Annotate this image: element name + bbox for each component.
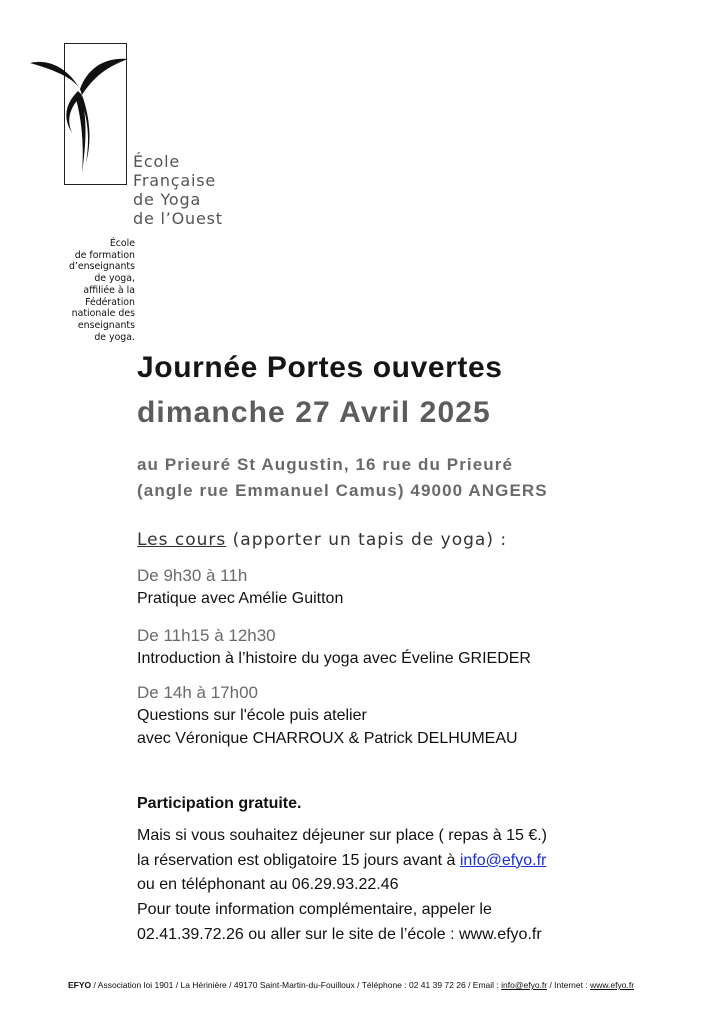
course-slot bbox=[137, 564, 343, 610]
course-time: De 14h à 17h00 bbox=[137, 683, 258, 702]
info-line: ou en téléphonant au 06.29.93.22.46 bbox=[137, 876, 399, 894]
info-line: 02.41.39.72.26 ou aller sur le site de l’école : www.efyo.fr bbox=[137, 925, 542, 943]
school-description-line: de yoga. bbox=[94, 331, 135, 343]
courses-heading bbox=[137, 530, 507, 550]
info-line: Pour toute information complémentaire, appeler le bbox=[137, 901, 492, 919]
footer-org: EFYO bbox=[68, 980, 92, 990]
school-description-line: de formation bbox=[74, 249, 135, 261]
participation-info bbox=[137, 824, 547, 948]
school-name-line: de l’Ouest bbox=[133, 209, 223, 228]
school-description bbox=[69, 238, 135, 343]
course-description: avec Véronique CHARROUX & Patrick DELHUMEAU bbox=[137, 730, 518, 747]
school-description-line: Fédération bbox=[85, 296, 135, 308]
event-address bbox=[137, 452, 548, 504]
course-time: De 9h30 à 11h bbox=[137, 566, 248, 585]
school-name bbox=[133, 152, 223, 228]
course-description: Questions sur l'école puis atelier bbox=[137, 707, 367, 724]
course-description: Introduction à l’histoire du yoga avec Éveline GRIEDER bbox=[137, 650, 531, 667]
courses-heading-label: Les cours bbox=[137, 530, 227, 550]
address-line: (angle rue Emmanuel Camus) 49000 ANGERS bbox=[137, 481, 548, 500]
footer-internet-label: / Internet : bbox=[547, 980, 591, 990]
school-name-line: de Yoga bbox=[133, 190, 202, 209]
course-time: De 11h15 à 12h30 bbox=[137, 626, 276, 645]
yoga-figure-logo-icon bbox=[28, 55, 133, 190]
course-slot bbox=[137, 624, 531, 670]
address-line: au Prieuré St Augustin, 16 rue du Prieuré bbox=[137, 455, 514, 474]
school-description-line: d’enseignants bbox=[68, 261, 135, 273]
participation-heading: Participation gratuite. bbox=[137, 795, 302, 812]
footer bbox=[68, 980, 634, 990]
footer-email-link[interactable]: info@efyo.fr bbox=[501, 980, 548, 990]
courses-heading-note: (apporter un tapis de yoga) : bbox=[226, 530, 508, 550]
school-description-line: nationale des bbox=[71, 308, 135, 320]
event-date: dimanche 27 Avril 2025 bbox=[137, 396, 491, 429]
footer-website-link[interactable]: www.efyo.fr bbox=[590, 980, 635, 990]
footer-text: / Association loi 1901 / La Hérinière / 49170 Saint-Martin-du-Fouilloux / Téléphone : 02 41 39 72 26 / Email : bbox=[91, 980, 502, 990]
email-link[interactable]: info@efyo.fr bbox=[459, 851, 547, 869]
info-line-text: la réservation est obligatoire 15 jours avant à bbox=[137, 851, 460, 869]
school-description-line: enseignants bbox=[77, 319, 135, 331]
school-name-line: Française bbox=[133, 171, 216, 190]
info-line: Mais si vous souhaitez déjeuner sur place ( repas à 15 €.) bbox=[137, 827, 547, 844]
school-description-line: de yoga, bbox=[94, 273, 135, 285]
info-line bbox=[137, 849, 547, 874]
event-title: Journée Portes ouvertes bbox=[137, 351, 503, 384]
school-description-line: affiliée à la bbox=[83, 284, 135, 296]
course-slot bbox=[137, 681, 518, 750]
course-description: Pratique avec Amélie Guitton bbox=[137, 590, 344, 607]
school-description-line: École bbox=[109, 238, 135, 249]
school-name-line: École bbox=[133, 152, 180, 171]
